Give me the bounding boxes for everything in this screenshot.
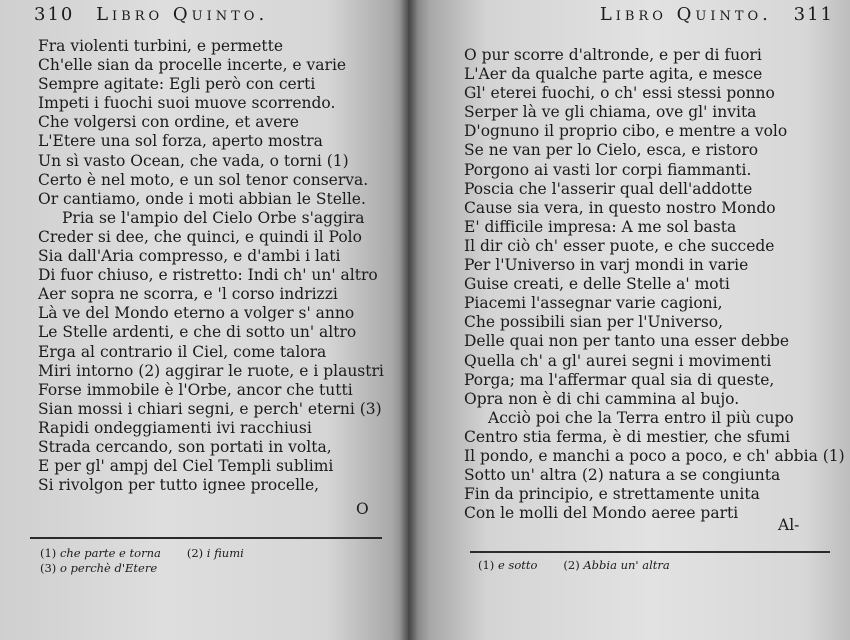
- right-page-number: 311: [793, 4, 834, 25]
- right-running-head: [464, 4, 834, 32]
- footnote-line: [478, 558, 828, 573]
- right-footnotes: [478, 558, 828, 573]
- verse-line: Forse immobile è l'Orbe, ancor che tutti: [38, 380, 353, 399]
- verse-line: Aer sopra ne scorra, e 'l corso indrizzi: [38, 285, 338, 304]
- footnote-marker: (2): [186, 546, 204, 560]
- verse-line: Pria se l'ampio del Cielo Orbe s'aggira: [62, 208, 365, 227]
- verse-line: Sia dall'Aria compresso, e d'ambi i lati: [38, 247, 341, 266]
- footnote: [40, 546, 161, 561]
- verse-line: D'ognuno il proprio cibo, e mentre a volo: [464, 122, 788, 141]
- verse-line: Con le molli del Mondo aeree parti: [464, 504, 739, 523]
- verse-line: Certo è nel moto, e un sol tenor conserva.: [38, 170, 369, 189]
- verse-line: Miri intorno (2) aggirar le ruote, e i plaustri: [38, 361, 384, 380]
- verse-line: Or cantiamo, onde i moti abbian le Stelle.: [38, 189, 366, 208]
- verse-line: Là ve del Mondo eterno a volger s' anno: [38, 304, 355, 323]
- verse-line: Fin da principio, e strettamente unita: [464, 485, 760, 504]
- verse-line: Sian mossi i chiari segni, e perch' eterni (3): [38, 399, 382, 418]
- left-footnotes: [40, 546, 380, 576]
- right-catchword: Al-: [778, 516, 800, 534]
- verse-line: Porga; ma l'affermar qual sia di queste,: [464, 370, 775, 389]
- left-footnote-rule: [30, 537, 382, 539]
- footnote-text: che parte e torna: [59, 546, 161, 560]
- footnote-marker: (3): [40, 561, 57, 575]
- footnote: [187, 546, 244, 561]
- left-verse-block: [38, 37, 388, 495]
- verse-line: Porgono ai vasti lor corpi fiammanti.: [464, 160, 752, 179]
- footnote-line: [40, 561, 380, 576]
- right-verse-block: [464, 46, 845, 523]
- verse-line: Ch'elle sian da procelle incerte, e varie: [38, 56, 347, 75]
- verse-line: Quella ch' a gl' aurei segni i movimenti: [464, 351, 772, 370]
- verse-line: Per l'Universo in varj mondi in varie: [464, 256, 749, 275]
- verse-line: Le Stelle ardenti, e che di sotto un' altro: [38, 323, 357, 342]
- verse-line: Acciò poi che la Terra entro il più cupo: [488, 408, 794, 427]
- verse-line: Delle quai non per tanto una esser debbe: [464, 332, 790, 351]
- verse-line: Che possibili sian per l'Universo,: [464, 313, 724, 332]
- verse-line: Creder si dee, che quinci, e quindi il Polo: [38, 227, 362, 246]
- verse-line: Serper là ve gli chiama, ove gl' invita: [464, 103, 757, 122]
- footnote-marker: (1): [40, 546, 57, 560]
- verse-line: Un sì vasto Ocean, che vada, o torni (1): [38, 151, 349, 170]
- verse-line: L'Aer da qualche parte agita, e mesce: [464, 65, 763, 84]
- right-running-title: Libro Quinto.: [599, 4, 772, 25]
- verse-line: Si rivolgon per tutto ignee procelle,: [38, 476, 320, 495]
- right-footnote-rule: [470, 551, 830, 553]
- left-running-head: [34, 4, 394, 32]
- verse-line: Opra non è di chi cammina al bujo.: [464, 389, 740, 408]
- verse-line: Che volgersi con ordine, et avere: [38, 113, 299, 132]
- footnote-line: [40, 546, 380, 561]
- footnote-marker: (2): [563, 558, 580, 572]
- book-gutter: [400, 0, 418, 640]
- verse-line: Il dir ciò ch' esser puote, e che succede: [464, 236, 775, 255]
- footnote: [40, 561, 157, 576]
- verse-line: Poscia che l'asserir qual dell'addotte: [464, 179, 753, 198]
- right-page: [408, 0, 850, 640]
- left-page-number: 310: [34, 4, 75, 25]
- verse-line: Strada cercando, son portati in volta,: [38, 437, 332, 456]
- footnote-marker: (1): [478, 558, 495, 572]
- verse-line: O pur scorre d'altronde, e per di fuori: [464, 46, 762, 64]
- left-page: [0, 0, 408, 640]
- verse-line: Il pondo, e manchi a poco a poco, e ch' abbia (1): [464, 446, 845, 465]
- verse-line: E per gl' ampj del Ciel Templi sublimi: [38, 457, 334, 476]
- verse-line: E' difficile impresa: A me sol basta: [464, 217, 737, 236]
- verse-line: Cause sia vera, in questo nostro Mondo: [464, 198, 776, 217]
- verse-line: L'Etere una sol forza, aperto mostra: [38, 132, 323, 151]
- verse-line: Sempre agitate: Egli però con certi: [38, 75, 316, 94]
- left-catchword: O: [356, 500, 369, 518]
- left-running-title: Libro Quinto.: [96, 4, 269, 25]
- footnote-text: i fiumi: [206, 546, 244, 560]
- verse-line: Guise creati, e delle Stelle a' moti: [464, 275, 730, 294]
- verse-line: Impeti i fuochi suoi muove scorrendo.: [38, 94, 336, 113]
- footnote: [478, 558, 537, 573]
- verse-line: Sotto un' altra (2) natura a se congiunta: [464, 466, 781, 485]
- verse-line: Rapidi ondeggiamenti ivi racchiusi: [38, 418, 312, 437]
- verse-line: Se ne van per lo Cielo, esca, e ristoro: [464, 141, 759, 160]
- footnote: [563, 558, 669, 573]
- verse-line: Centro stia ferma, è di mestier, che sfumi: [464, 427, 791, 446]
- footnote-text: o perchè d'Etere: [59, 561, 158, 575]
- footnote-text: e sotto: [497, 558, 538, 572]
- verse-line: Di fuor chiuso, e ristretto: Indi ch' un' altro: [38, 266, 378, 285]
- footnote-text: Abbia un' altra: [583, 558, 670, 572]
- verse-line: Piacemi l'assegnar varie cagioni,: [464, 294, 723, 313]
- verse-line: Fra violenti turbini, e permette: [38, 37, 284, 55]
- verse-line: Erga al contrario il Ciel, come talora: [38, 342, 327, 361]
- verse-line: Gl' eterei fuochi, o ch' essi stessi ponno: [464, 84, 775, 103]
